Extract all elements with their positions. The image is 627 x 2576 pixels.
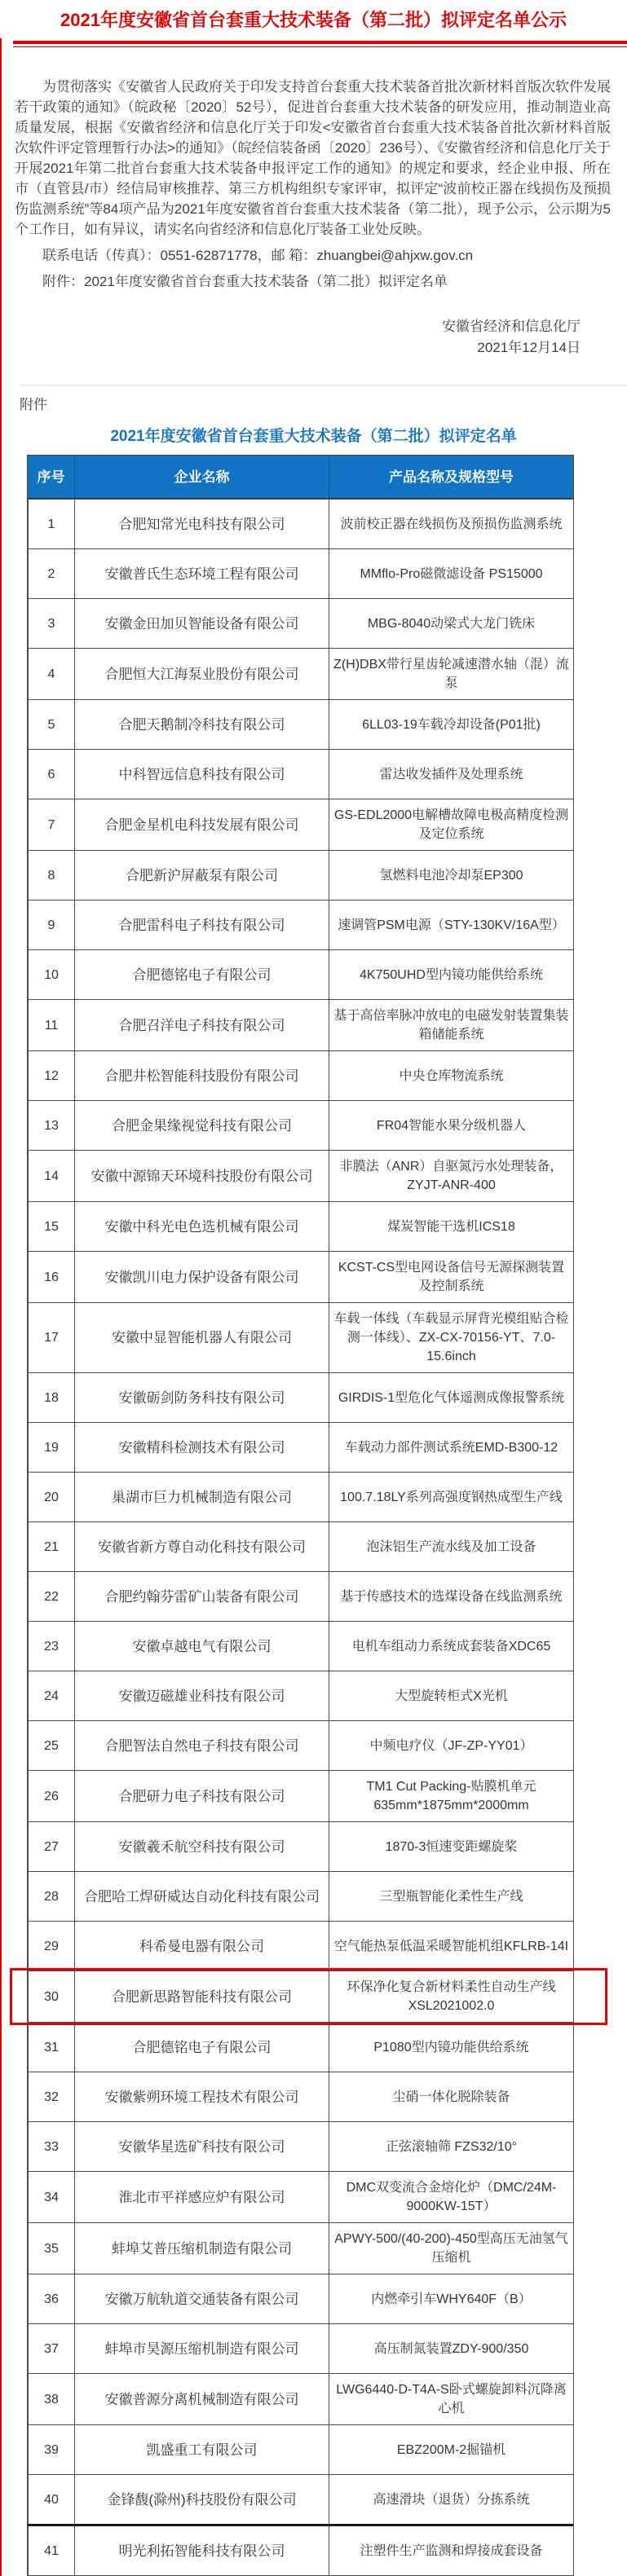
table-row <box>28 1821 573 1871</box>
table-row <box>28 1472 573 1521</box>
product-name: EBZ200M-2掘锚机 <box>329 2425 573 2474</box>
company-name: 合肥井松智能科技股份有限公司 <box>74 1051 329 1100</box>
company-name: 合肥金星机电科技发展有限公司 <box>74 799 329 850</box>
company-name: 安徽中科光电色选机械有限公司 <box>74 1202 329 1251</box>
table-body <box>28 499 573 2575</box>
row-number: 2 <box>28 549 74 598</box>
company-name: 安徽精科检测技术有限公司 <box>74 1423 329 1472</box>
product-name: 100.7.18LY系列高强度钢热成型生产线 <box>329 1473 573 1521</box>
company-name: 合肥研力电子科技有限公司 <box>74 1771 329 1821</box>
column-header-company: 企业名称 <box>74 456 329 498</box>
table-row <box>28 2524 573 2575</box>
table-row <box>28 1372 573 1422</box>
product-name: MMflo-Pro磁微滤设备 PS15000 <box>329 549 573 598</box>
company-name: 安徽普氏生态环境工程有限公司 <box>74 549 329 598</box>
company-name: 合肥雷科电子科技有限公司 <box>74 900 329 949</box>
company-name: 安徽羲禾航空科技有限公司 <box>74 1822 329 1871</box>
product-name: MBG-8040动梁式大龙门铣床 <box>329 599 573 648</box>
company-name: 合肥知常光电科技有限公司 <box>74 500 329 548</box>
table-row <box>28 548 573 598</box>
product-name: 氢燃料电池冷却泵EP300 <box>329 851 573 900</box>
product-name: 车载一体线（车载显示屏背光模组贴合检测一体线）、ZX-CX-70156-YT、7.0-15.6inch <box>329 1303 573 1372</box>
company-name: 合肥金果缘视觉科技有限公司 <box>74 1101 329 1150</box>
column-header-product: 产品名称及规格型号 <box>329 456 573 498</box>
company-name: 金锋馥(滁州)科技股份有限公司 <box>74 2475 329 2524</box>
row-number: 21 <box>28 1522 74 1571</box>
row-number: 8 <box>28 851 74 900</box>
page-title: 2021年度安徽省首台套重大技术装备（第二批）拟评定名单公示 <box>60 10 567 30</box>
title-divider-thin-line <box>13 46 627 47</box>
product-name: 基于高倍率脉冲放电的电磁发射装置集装箱储能系统 <box>329 1000 573 1050</box>
contact-line: 联系电话（传真）：0551-62871778，邮 箱：zhuangbei@ahjxw.gov.cn <box>42 248 474 263</box>
row-number: 12 <box>28 1051 74 1100</box>
table-row <box>28 2274 573 2323</box>
row-number: 9 <box>28 900 74 949</box>
company-name: 安徽紫朔环境工程技术有限公司 <box>74 2072 329 2121</box>
table-row <box>28 1150 573 1201</box>
product-name: 泡沫铝生产流水线及加工设备 <box>329 1522 573 1571</box>
table-row <box>28 2222 573 2274</box>
product-name: 中央仓库物流系统 <box>329 1051 573 1100</box>
company-name: 巢湖市巨力机械制造有限公司 <box>74 1473 329 1521</box>
attachment-ref-line: 附件：2021年度安徽省首台套重大技术装备（第二批）拟评定名单 <box>42 274 448 289</box>
company-name: 安徽万航轨道交通装备有限公司 <box>74 2274 329 2323</box>
column-header-no: 序号 <box>37 469 65 485</box>
company-name: 蚌埠艾普压缩机制造有限公司 <box>74 2223 329 2274</box>
company-name: 安徽凯川电力保护设备有限公司 <box>74 1252 329 1302</box>
product-name: 速调管PSM电源（STY-130KV/16A型） <box>329 900 573 949</box>
table-row <box>28 2022 573 2072</box>
row-number: 31 <box>28 2023 74 2072</box>
table-row <box>28 949 573 999</box>
table-row <box>28 1521 573 1571</box>
row-number: 19 <box>28 1423 74 1472</box>
table-row <box>28 1251 573 1302</box>
product-name: 雷达收发插件及处理系统 <box>329 750 573 799</box>
table-row <box>28 699 573 749</box>
signoff <box>0 316 581 359</box>
row-number: 11 <box>28 1000 74 1050</box>
table-row <box>28 1621 573 1671</box>
product-name: 大型旋转柜式X光机 <box>329 1671 573 1720</box>
row-number: 24 <box>28 1671 74 1720</box>
table-row <box>28 598 573 648</box>
company-name: 安徽中显智能机器人有限公司 <box>74 1303 329 1372</box>
product-name: DMC双变流合金熔化炉（DMC/24M-9000KW-15T） <box>329 2172 573 2222</box>
product-name: 空气能热泵低温采暖智能机组KFLRB-14I <box>329 1922 573 1971</box>
row-number: 29 <box>28 1922 74 1971</box>
product-name: 高速滑块（退货）分拣系统 <box>329 2475 573 2524</box>
product-name: 非膜法（ANR）自驱氮污水处理装备，ZYJT-ANR-400 <box>329 1151 573 1201</box>
company-name: 安徽普源分离机械制造有限公司 <box>74 2374 329 2424</box>
table-row <box>28 1050 573 1100</box>
table-row <box>28 2323 573 2373</box>
product-name: P1080型内镜功能供给系统 <box>329 2023 573 2072</box>
row-number: 15 <box>28 1202 74 1251</box>
row-number: 22 <box>28 1572 74 1621</box>
row-number: 38 <box>28 2374 74 2424</box>
product-name: LWG6440-D-T4A-S卧式螺旋卸料沉降离心机 <box>329 2374 573 2424</box>
product-name: 4K750UHD型内镜功能供给系统 <box>329 950 573 999</box>
table-row <box>28 799 573 850</box>
product-name: GS-EDL2000电解槽故障电极高精度检测及定位系统 <box>329 799 573 850</box>
notice-body: 为贯彻落实《安徽省人民政府关于印发支持首台套重大技术装备首批次新材料首版次软件发展若干政策的通知》（皖政秘〔2020〕52号），促进首台套重大技术装备的研发应用，推动制造业高质量发展，根据《安徽省经济和信息化厅关于印发<安徽省首台套重大技术装备首批次新材料首版次软件评定管理暂行办法>的通知》（皖经信装备函〔2020〕236号）、《安徽省经济和信息化厅关于开展2021年第二批首台套重大技术装备申报评定工作的通知》的规定和要求，经企业申报、所在市（直管县/市）经信局审核推荐、第三方机构组织专家评审，拟评定“波前校正器在线损伤及预损伤监测系统”等84项产品为2021年度安徽省首台套重大技术装备（第二批），现予公示，公示期为5个工作日，如有异议，请实名向省经济和信息化厅装备工业处反映。 <box>15 79 611 237</box>
table-row <box>28 2121 573 2171</box>
row-number: 7 <box>28 799 74 850</box>
table-row <box>28 749 573 799</box>
row-number: 23 <box>28 1622 74 1671</box>
table-row <box>28 900 573 949</box>
product-name: TM1 Cut Packing-贴膜机单元 635mm*1875mm*2000mm <box>329 1771 573 1821</box>
row-number: 14 <box>28 1151 74 1201</box>
company-name: 合肥德铭电子有限公司 <box>74 950 329 999</box>
company-name: 合肥天鹅制冷科技有限公司 <box>74 700 329 749</box>
company-name: 安徽砺剑防务科技有限公司 <box>74 1373 329 1422</box>
company-name: 合肥智法自然电子科技有限公司 <box>74 1721 329 1770</box>
row-number: 13 <box>28 1101 74 1150</box>
company-name: 合肥新思路智能科技有限公司 <box>74 1971 329 2022</box>
table-title: 2021年度安徽省首台套重大技术装备（第二批）拟评定名单 <box>110 428 517 445</box>
title-divider-thick-line <box>13 41 627 44</box>
product-name: 尘硝一体化脱除装备 <box>329 2072 573 2121</box>
row-number: 18 <box>28 1373 74 1422</box>
company-name: 合肥哈工焊研威达自动化科技有限公司 <box>74 1872 329 1921</box>
row-number: 27 <box>28 1822 74 1871</box>
company-name: 安徽中源锦天环境科技股份有限公司 <box>74 1151 329 1201</box>
product-name: 1870-3恒速变距螺旋桨 <box>329 1822 573 1871</box>
row-number: 5 <box>28 700 74 749</box>
left-red-border <box>0 38 2 2576</box>
product-name: FR04智能水果分级机器人 <box>329 1101 573 1150</box>
table-row <box>28 2171 573 2222</box>
product-name: 车载动力部件测试系统EMD-B300-12 <box>329 1423 573 1472</box>
row-number: 17 <box>28 1303 74 1372</box>
company-name: 中科智远信息科技有限公司 <box>74 750 329 799</box>
product-name: GIRDIS-1型危化气体遥测成像报警系统 <box>329 1373 573 1422</box>
row-number: 1 <box>28 500 74 548</box>
table-row <box>28 1100 573 1150</box>
company-name: 淮北市平祥感应炉有限公司 <box>74 2172 329 2222</box>
table-row <box>28 1921 573 1971</box>
table-row <box>28 2474 573 2524</box>
product-name: 电机车组动力系统成套装备XDC65 <box>329 1622 573 1671</box>
signoff-date: 2021年12月14日 <box>477 340 581 355</box>
company-name: 安徽迈磁雄业科技有限公司 <box>74 1671 329 1720</box>
product-name: 正弦滚轴筛 FZS32/10° <box>329 2122 573 2171</box>
row-number: 40 <box>28 2475 74 2524</box>
table-header-row <box>28 456 573 499</box>
product-name: 波前校正器在线损伤及预损伤监测系统 <box>329 500 573 548</box>
table-row <box>28 1201 573 1251</box>
row-number: 41 <box>28 2526 74 2575</box>
product-name: 高压制氮装置ZDY-900/350 <box>329 2324 573 2373</box>
attachment-label: 附件 <box>20 397 47 412</box>
evaluation-table <box>27 455 574 2576</box>
row-number: 25 <box>28 1721 74 1770</box>
signoff-org: 安徽省经济和信息化厅 <box>442 319 581 334</box>
row-number: 39 <box>28 2425 74 2474</box>
table-row <box>28 2072 573 2121</box>
table-row <box>28 648 573 699</box>
product-name: APWY-500/(40-200)-450型高压无油氢气压缩机 <box>329 2223 573 2274</box>
table-row <box>28 1720 573 1770</box>
product-name: 6LL03-19车载冷却设备(P01批) <box>329 700 573 749</box>
company-name: 科希曼电器有限公司 <box>74 1922 329 1971</box>
table-row <box>28 1422 573 1472</box>
company-name: 蚌埠市昊源压缩机制造有限公司 <box>74 2324 329 2373</box>
row-number: 4 <box>28 649 74 699</box>
product-name: 基于传感技术的选煤设备在线监测系统 <box>329 1572 573 1621</box>
company-name: 合肥召洋电子科技有限公司 <box>74 1000 329 1050</box>
product-name: 中频电疗仪（JF-ZP-YY01） <box>329 1721 573 1770</box>
table-row <box>28 499 573 548</box>
row-number: 32 <box>28 2072 74 2121</box>
table-row <box>28 850 573 900</box>
company-name: 安徽卓越电气有限公司 <box>74 1622 329 1671</box>
product-name: 内燃牵引车WHY640F（B） <box>329 2274 573 2323</box>
product-name: Z(H)DBX带行星齿轮减速潜水轴（混）流泵 <box>329 649 573 699</box>
product-name: 环保净化复合新材料柔性自动生产线 XSL2021002.0 <box>329 1971 573 2022</box>
row-number: 26 <box>28 1771 74 1821</box>
table-row <box>28 1571 573 1621</box>
company-name: 合肥新沪屏蔽泵有限公司 <box>74 851 329 900</box>
row-number: 35 <box>28 2223 74 2274</box>
row-number: 37 <box>28 2324 74 2373</box>
row-number: 20 <box>28 1473 74 1521</box>
row-number: 33 <box>28 2122 74 2171</box>
company-name: 安徽省新方尊自动化科技有限公司 <box>74 1522 329 1571</box>
row-number: 36 <box>28 2274 74 2323</box>
row-number: 34 <box>28 2172 74 2222</box>
company-name: 安徽金田加贝智能设备有限公司 <box>74 599 329 648</box>
row-number: 16 <box>28 1252 74 1302</box>
table-row <box>28 1871 573 1921</box>
company-name: 合肥德铭电子有限公司 <box>74 2023 329 2072</box>
table-row <box>28 999 573 1050</box>
row-number: 10 <box>28 950 74 999</box>
row-number: 6 <box>28 750 74 799</box>
product-name: 三型瓶智能化柔性生产线 <box>329 1872 573 1921</box>
row-number: 28 <box>28 1872 74 1921</box>
company-name: 凯盛重工有限公司 <box>74 2425 329 2474</box>
table-row <box>28 1302 573 1372</box>
table-row <box>28 1971 573 2022</box>
product-name: 煤炭智能干选机ICS18 <box>329 1202 573 1251</box>
title-divider <box>13 41 627 47</box>
row-number: 3 <box>28 599 74 648</box>
company-name: 合肥恒大江海泵业股份有限公司 <box>74 649 329 699</box>
table-row <box>28 1770 573 1821</box>
product-name: KCST-CS型电网设备信号无源探测装置及控制系统 <box>329 1252 573 1302</box>
row-number: 30 <box>28 1971 74 2022</box>
product-name: 注塑件生产监测和焊接成套设备 <box>329 2526 573 2575</box>
table-row <box>28 2373 573 2424</box>
table-row <box>28 2424 573 2474</box>
company-name: 合肥约翰芬雷矿山装备有限公司 <box>74 1572 329 1621</box>
table-row <box>28 1671 573 1720</box>
company-name: 安徽华星选矿科技有限公司 <box>74 2122 329 2171</box>
company-name: 明光利拓智能科技有限公司 <box>74 2526 329 2575</box>
